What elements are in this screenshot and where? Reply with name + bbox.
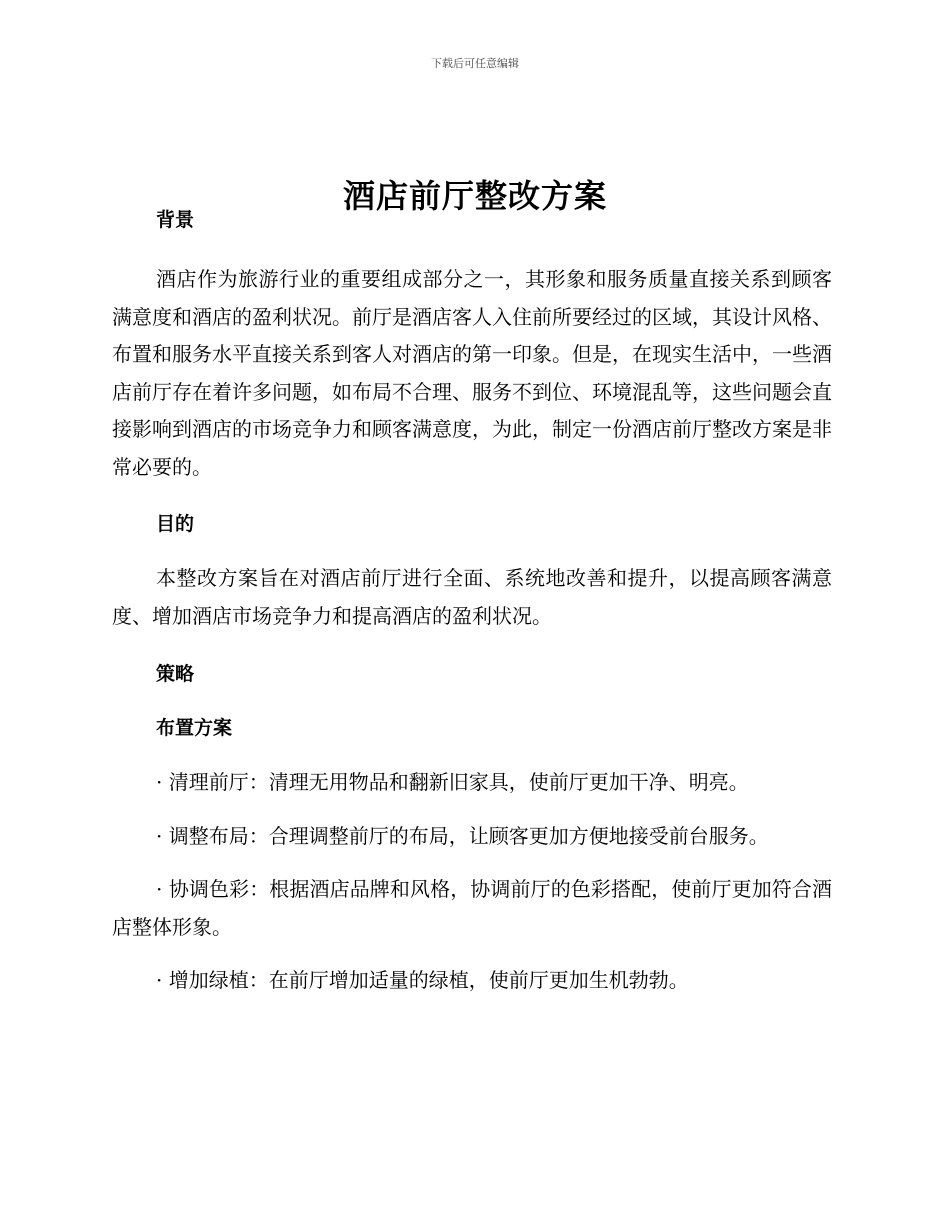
section-heading-strategy: 策略 xyxy=(156,663,195,685)
page-header-note: 下载后可任意编辑 xyxy=(431,57,519,70)
document-body xyxy=(112,200,832,1000)
list-item: · 调整布局：合理调整前厅的布局，让顾客更加方便地接受前台服务。 xyxy=(156,823,769,848)
background-paragraph: 酒店作为旅游行业的重要组成部分之一，其形象和服务质量直接关系到顾客满意度和酒店的盈利状况。前厅是酒店客人入住前所要经过的区域，其设计风格、布置和服务水平直接关系到客人对酒店的第一印象。但是，在现实生活中，一些酒店前厅存在着许多问题，如布局不合理、服务不到位、环境混乱等，这些问题会直接影响到酒店的市场竞争力和顾客满意度，为此，制定一份酒店前厅整改方案是非常必要的。 xyxy=(112,267,832,479)
list-item: · 清理前厅：清理无用物品和翻新旧家具，使前厅更加干净、明亮。 xyxy=(156,770,749,794)
goal-paragraph: 本整改方案旨在对酒店前厅进行全面、系统地改善和提升，以提高顾客满意度、增加酒店市场竞争力和提高酒店的盈利状况。 xyxy=(112,566,832,628)
section-heading-background: 背景 xyxy=(156,209,195,231)
subheading-layout-plan: 布置方案 xyxy=(156,717,233,739)
list-item: · 增加绿植：在前厅增加适量的绿植，使前厅更加生机勃勃。 xyxy=(156,968,689,992)
list-item: · 协调色彩：根据酒店品牌和风格，协调前厅的色彩搭配，使前厅更加符合酒店整体形象。 xyxy=(112,877,832,939)
section-heading-goal: 目的 xyxy=(156,513,195,535)
document-title: 酒店前厅整改方案 xyxy=(342,177,607,216)
